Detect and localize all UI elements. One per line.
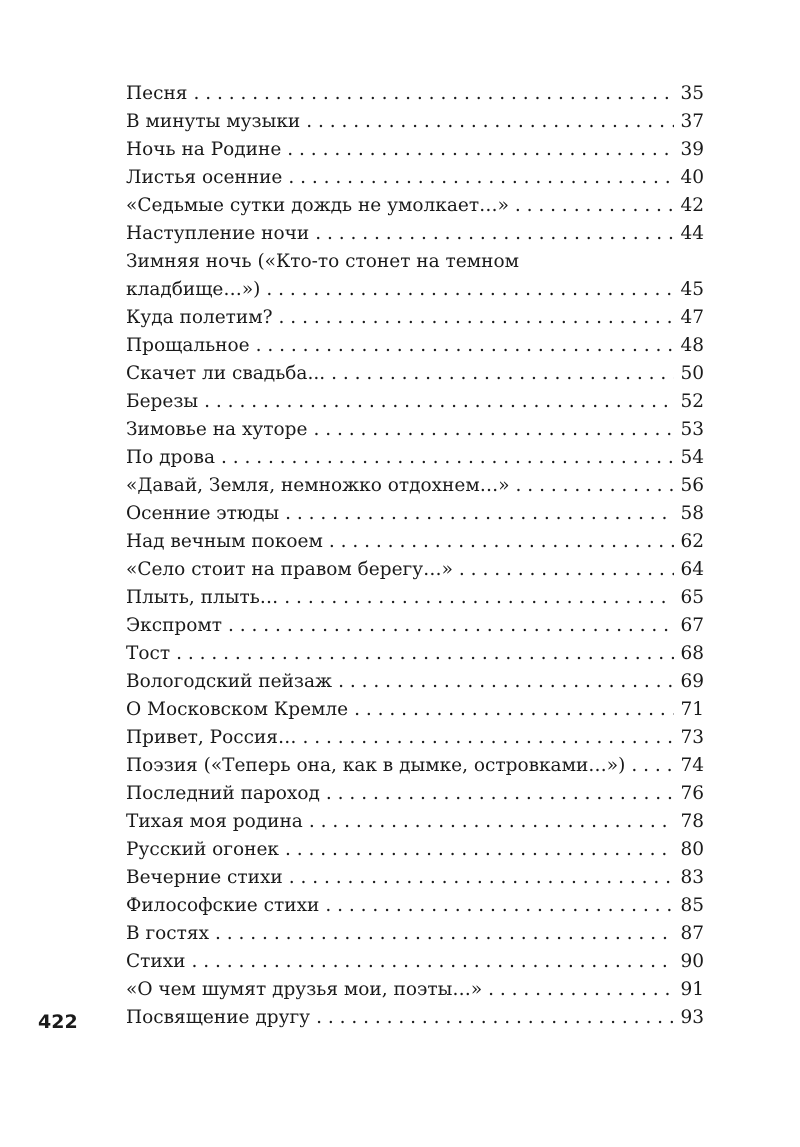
toc-entry-title: Тост: [126, 643, 171, 664]
dot-leader: [326, 780, 674, 808]
dot-leader: [289, 864, 674, 892]
toc-entry-title: Зимовье на хуторе: [126, 419, 308, 440]
toc-entry-page: 52: [680, 391, 704, 412]
toc-entry-page: 35: [680, 83, 704, 104]
toc-entry: [126, 528, 704, 556]
toc-entry: [126, 164, 704, 192]
toc-entry-page: 71: [680, 699, 704, 720]
dot-leader: [279, 304, 674, 332]
toc-entry: [126, 1004, 704, 1032]
toc-entry-title: Поэзия («Теперь она, как в дымке, островками…»): [126, 755, 626, 776]
toc-entry-title: Наступление ночи: [126, 223, 310, 244]
toc-entry: [126, 864, 704, 892]
toc-entry-page: 53: [680, 419, 704, 440]
toc-entry-continuation: [126, 276, 704, 304]
toc-entry: [126, 500, 704, 528]
toc-entry-title: По дрова: [126, 447, 215, 468]
toc-entry: [126, 584, 704, 612]
toc-entry-page: 44: [680, 223, 704, 244]
toc-entry-page: 47: [680, 307, 704, 328]
toc-entry: [126, 640, 704, 668]
toc-entry: [126, 556, 704, 584]
toc-entry-page: 69: [680, 671, 704, 692]
toc-entry-title: О Московском Кремле: [126, 699, 349, 720]
page-number: 422: [38, 1011, 78, 1033]
toc-entry: [126, 136, 704, 164]
dot-leader: [329, 528, 674, 556]
toc-entry: [126, 612, 704, 640]
toc-entry: [126, 780, 704, 808]
dot-leader: [204, 388, 674, 416]
toc-entry-page: 74: [680, 755, 704, 776]
toc-entry: [126, 388, 704, 416]
toc-entry: [126, 80, 704, 108]
dot-leader: [284, 584, 674, 612]
toc-entry-page: 91: [680, 979, 704, 1000]
toc-entry-page: 67: [680, 615, 704, 636]
dot-leader: [288, 164, 674, 192]
toc-entry-page: 85: [680, 895, 704, 916]
toc-entry-title: Осенние этюды: [126, 503, 280, 524]
toc-entry-page: 80: [680, 839, 704, 860]
dot-leader: [631, 752, 674, 780]
toc-entry: [126, 752, 704, 780]
toc-entry-page: 45: [680, 279, 704, 300]
toc-entry-title: Плыть, плыть…: [126, 587, 279, 608]
toc-entry: [126, 920, 704, 948]
dot-leader: [285, 836, 674, 864]
dot-leader: [488, 976, 674, 1004]
dot-leader: [516, 472, 674, 500]
toc-entry: [126, 668, 704, 696]
dot-leader: [316, 1004, 674, 1032]
dot-leader: [515, 192, 674, 220]
toc-entry-title: Вечерние стихи: [126, 867, 283, 888]
toc-entry-page: 93: [680, 1007, 704, 1028]
dot-leader: [285, 500, 674, 528]
dot-leader: [176, 640, 674, 668]
dot-leader: [287, 136, 674, 164]
toc-entry-title: В гостях: [126, 923, 210, 944]
toc-entry-page: 54: [680, 447, 704, 468]
toc-entry-page: 48: [680, 335, 704, 356]
dot-leader: [459, 556, 674, 584]
toc-entry-title: Вологодский пейзаж: [126, 671, 333, 692]
toc-entry-title: Последний пароход: [126, 783, 320, 804]
toc-entry-page: 68: [680, 643, 704, 664]
dot-leader: [228, 612, 674, 640]
dot-leader: [221, 444, 674, 472]
toc-entry-title: Скачет ли свадьба...: [126, 363, 326, 384]
toc-entry-page: 50: [680, 363, 704, 384]
toc-entry-title: Березы: [126, 391, 199, 412]
dot-leader: [191, 948, 674, 976]
toc-entry-title: Тихая моя родина: [126, 811, 303, 832]
dot-leader: [302, 724, 674, 752]
toc-entry-page: 39: [680, 139, 704, 160]
dot-leader: [193, 80, 674, 108]
toc-entry-page: 78: [680, 811, 704, 832]
toc-entry-title: Листья осенние: [126, 167, 283, 188]
toc-entry-page: 37: [680, 111, 704, 132]
toc-entry: [126, 332, 704, 360]
toc-entry-title: Куда полетим?: [126, 307, 273, 328]
toc-entry-title: Экспромт: [126, 615, 223, 636]
toc-entry-title: «Село стоит на правом берегу…»: [126, 559, 453, 580]
dot-leader: [256, 332, 674, 360]
toc-entry: [126, 304, 704, 332]
table-of-contents: [126, 80, 704, 1032]
toc-entry: [126, 892, 704, 920]
toc-entry-title: Над вечным покоем: [126, 531, 323, 552]
toc-entry-page: 42: [680, 195, 704, 216]
toc-entry-title: «Давай, Земля, немножко отдохнем…»: [126, 475, 510, 496]
toc-entry: [126, 108, 704, 136]
dot-leader: [306, 108, 674, 136]
toc-entry-title: Привет, Россия…: [126, 727, 297, 748]
toc-entry: [126, 808, 704, 836]
toc-entry: [126, 836, 704, 864]
toc-entry: [126, 696, 704, 724]
dot-leader: [354, 696, 674, 724]
toc-entry: [126, 192, 704, 220]
toc-entry-page: 64: [680, 559, 704, 580]
toc-entry-title: В минуты музыки: [126, 111, 301, 132]
dot-leader: [309, 808, 674, 836]
toc-entry-title: «О чем шумят друзья мои, поэты…»: [126, 979, 483, 1000]
toc-entry-title: Зимняя ночь («Кто-то стонет на темном: [126, 251, 519, 272]
toc-entry-page: 76: [680, 783, 704, 804]
toc-entry-page: 58: [680, 503, 704, 524]
toc-entry: [126, 360, 704, 388]
toc-entry: [126, 976, 704, 1004]
toc-entry-page: 62: [680, 531, 704, 552]
toc-entry-page: 73: [680, 727, 704, 748]
dot-leader: [331, 360, 674, 388]
toc-entry: [126, 444, 704, 472]
toc-entry-title: «Седьмые сутки дождь не умолкает…»: [126, 195, 509, 216]
toc-entry-page: 87: [680, 923, 704, 944]
toc-entry-page: 83: [680, 867, 704, 888]
toc-entry-title: Русский огонек: [126, 839, 279, 860]
toc-entry: [126, 248, 704, 304]
toc-entry-title: Стихи: [126, 951, 186, 972]
toc-entry-page: 65: [680, 587, 704, 608]
dot-leader: [315, 220, 674, 248]
toc-entry-page: 90: [680, 951, 704, 972]
toc-entry-page: 56: [680, 475, 704, 496]
toc-entry-page: 40: [680, 167, 704, 188]
toc-entry: [126, 472, 704, 500]
toc-entry-title: Песня: [126, 83, 188, 104]
dot-leader: [266, 276, 674, 304]
toc-entry: [126, 724, 704, 752]
toc-entry-title: Посвящение другу: [126, 1007, 311, 1028]
dot-leader: [215, 920, 674, 948]
dot-leader: [338, 668, 674, 696]
dot-leader: [313, 416, 674, 444]
toc-entry-title: Философские стихи: [126, 895, 320, 916]
dot-leader: [325, 892, 674, 920]
toc-entry: [126, 948, 704, 976]
toc-entry-title-continued: кладбище…»): [126, 279, 261, 300]
toc-entry-title: Прощальное: [126, 335, 250, 356]
toc-entry: [126, 416, 704, 444]
toc-entry: [126, 220, 704, 248]
toc-entry-title: Ночь на Родине: [126, 139, 282, 160]
